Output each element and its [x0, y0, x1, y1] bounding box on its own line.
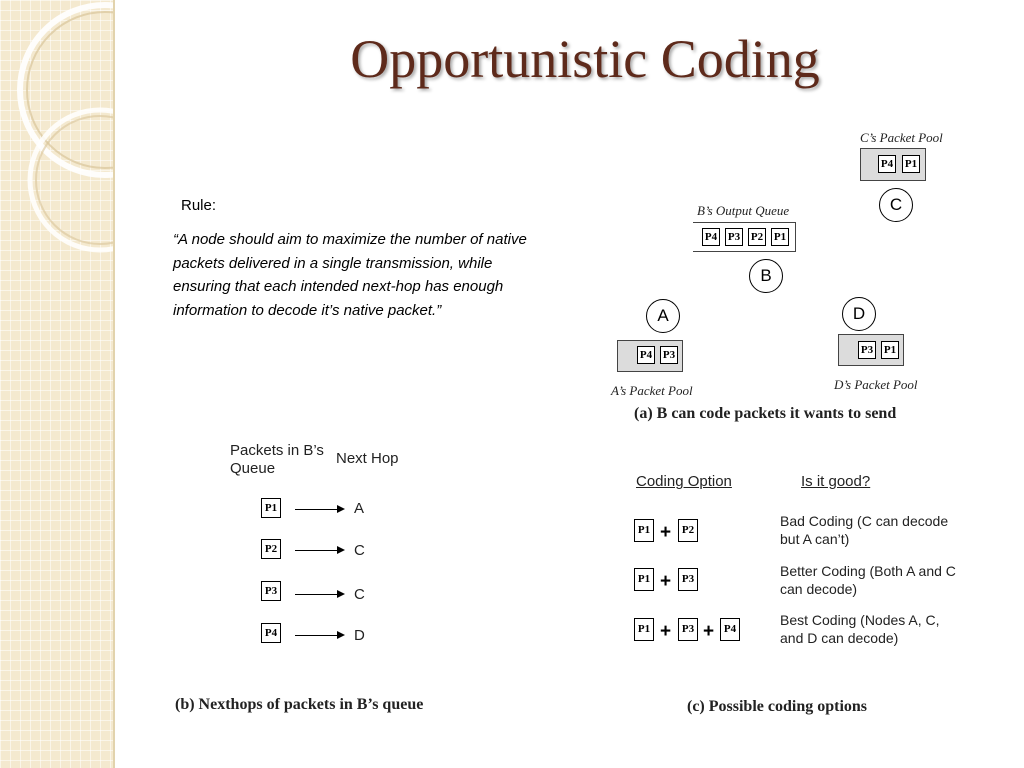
packet: P1 — [902, 155, 920, 173]
packet: P1 — [634, 618, 654, 641]
next-hop-value: C — [354, 542, 365, 559]
arrow-icon — [295, 594, 343, 595]
packet: P4 — [702, 228, 720, 246]
packet: P1 — [881, 341, 899, 359]
coding-verdict: Bad Coding (C can decode but A can’t) — [780, 513, 949, 547]
node-d: D — [842, 297, 876, 331]
packet: P3 — [678, 618, 698, 641]
d-pool-label: D’s Packet Pool — [834, 377, 918, 392]
rule-label: Rule: — [181, 197, 217, 214]
decorative-rings — [0, 0, 113, 768]
figure-a-caption: (a) B can code packets it wants to send — [634, 405, 897, 422]
a-pool-label: A’s Packet Pool — [611, 383, 693, 398]
plus-sign: + — [660, 571, 672, 592]
packet: P3 — [725, 228, 743, 246]
c-pool-label: C’s Packet Pool — [860, 130, 943, 145]
packet: P2 — [748, 228, 766, 246]
coding-verdict: Best Coding (Nodes A, C, and D can decode) — [780, 612, 940, 646]
packet: P1 — [634, 568, 654, 591]
packet: P2 — [261, 539, 281, 559]
packet: P4 — [261, 623, 281, 643]
packet: P2 — [678, 519, 698, 542]
packet: P3 — [858, 341, 876, 359]
packet: P1 — [634, 519, 654, 542]
packet: P4 — [637, 346, 655, 364]
decorative-side-strip — [0, 0, 115, 768]
arrow-icon — [295, 635, 343, 636]
d-packet-pool — [838, 334, 904, 366]
header-next-hop: Next Hop — [336, 450, 399, 467]
next-hop-value: C — [354, 586, 365, 603]
packet: P3 — [261, 581, 281, 601]
plus-sign: + — [660, 621, 672, 642]
header-packets-in-queue: Packets in B’s Queue — [230, 442, 324, 477]
rule-quote: “A node should aim to maximize the number of native packets delivered in a single transmission, while ensuring that each intended next-hop has enough information to decode it’s native packet.” — [173, 231, 527, 319]
next-hop-value: A — [354, 500, 365, 517]
arrow-icon — [295, 550, 343, 551]
b-queue-label: B’s Output Queue — [697, 203, 790, 218]
slide-title: Opportunistic Coding — [350, 29, 820, 89]
plus-sign: + — [703, 621, 715, 642]
c-packet-pool — [860, 148, 926, 181]
packet: P4 — [720, 618, 740, 641]
header-coding-option: Coding Option — [636, 473, 732, 490]
packet: P4 — [878, 155, 896, 173]
next-hop-value: D — [354, 627, 365, 644]
node-c: C — [879, 188, 913, 222]
node-b: B — [749, 259, 783, 293]
plus-sign: + — [660, 522, 672, 543]
packet: P3 — [678, 568, 698, 591]
figure-c-caption: (c) Possible coding options — [687, 698, 868, 715]
node-a: A — [646, 299, 680, 333]
arrow-icon — [295, 509, 343, 510]
packet: P1 — [261, 498, 281, 518]
a-packet-pool — [617, 340, 683, 372]
b-output-queue — [693, 222, 796, 252]
coding-verdict: Better Coding (Both A and C can decode) — [780, 563, 956, 597]
figure-b-caption: (b) Nexthops of packets in B’s queue — [175, 696, 424, 713]
header-is-it-good: Is it good? — [801, 473, 871, 490]
packet: P1 — [771, 228, 789, 246]
packet: P3 — [660, 346, 678, 364]
